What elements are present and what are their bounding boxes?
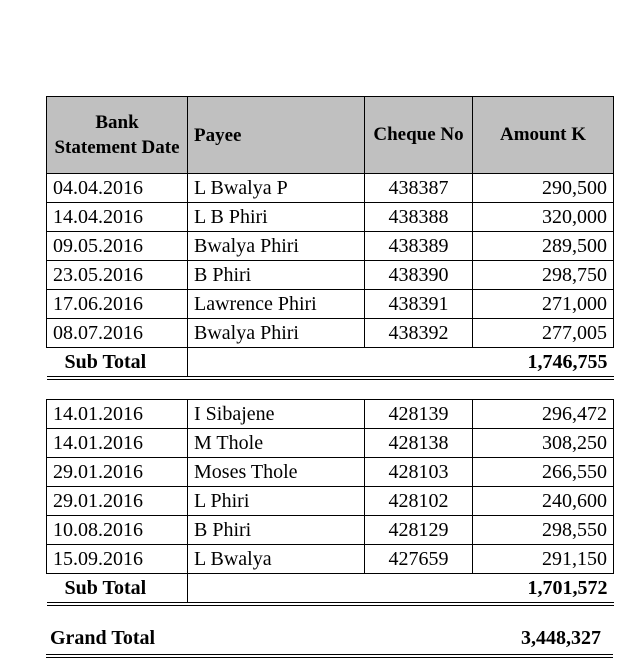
- cell-payee: Bwalya Phiri: [188, 232, 365, 261]
- table-row: [47, 261, 614, 290]
- table-row: [47, 174, 614, 203]
- cell-cheque-no: 428102: [365, 487, 473, 516]
- table-row: [47, 545, 614, 574]
- subtotal-label: Sub Total: [47, 348, 188, 379]
- header-bank-statement-date: Bank Statement Date: [47, 97, 188, 174]
- cell-payee: Bwalya Phiri: [188, 319, 365, 348]
- table-row: [47, 400, 614, 429]
- cell-date: 29.01.2016: [47, 458, 188, 487]
- cell-cheque-no: 438392: [365, 319, 473, 348]
- subtotal-value: 1,701,572: [473, 574, 614, 605]
- subtotal-gap: [188, 348, 473, 379]
- table-row: [47, 487, 614, 516]
- cell-payee: L Phiri: [188, 487, 365, 516]
- cell-date: 29.01.2016: [47, 487, 188, 516]
- cell-date: 14.04.2016: [47, 203, 188, 232]
- cell-cheque-no: 428129: [365, 516, 473, 545]
- cell-amount: 277,005: [473, 319, 614, 348]
- cell-amount: 290,500: [473, 174, 614, 203]
- cell-date: 17.06.2016: [47, 290, 188, 319]
- cheque-table-2: [46, 399, 614, 606]
- cell-payee: L Bwalya: [188, 545, 365, 574]
- cell-cheque-no: 428139: [365, 400, 473, 429]
- table-row: [47, 516, 614, 545]
- cell-amount: 240,600: [473, 487, 614, 516]
- cell-payee: Lawrence Phiri: [188, 290, 365, 319]
- header-payee: Payee: [188, 97, 365, 174]
- cell-date: 14.01.2016: [47, 400, 188, 429]
- cell-payee: I Sibajene: [188, 400, 365, 429]
- header-amount: Amount K: [473, 97, 614, 174]
- cell-amount: 298,750: [473, 261, 614, 290]
- grand-total-label: Grand Total: [50, 627, 156, 649]
- cell-cheque-no: 427659: [365, 545, 473, 574]
- cell-amount: 289,500: [473, 232, 614, 261]
- subtotal-row: [47, 574, 614, 605]
- cell-amount: 266,550: [473, 458, 614, 487]
- cell-amount: 291,150: [473, 545, 614, 574]
- subtotal-row: [47, 348, 614, 379]
- table-row: [47, 232, 614, 261]
- cell-date: 14.01.2016: [47, 429, 188, 458]
- cell-payee: L B Phiri: [188, 203, 365, 232]
- cell-date: 23.05.2016: [47, 261, 188, 290]
- cell-amount: 320,000: [473, 203, 614, 232]
- subtotal-value: 1,746,755: [473, 348, 614, 379]
- grand-total-value: 3,448,327: [521, 627, 601, 649]
- table-row: [47, 203, 614, 232]
- cell-cheque-no: 438390: [365, 261, 473, 290]
- cell-payee: M Thole: [188, 429, 365, 458]
- cell-date: 10.08.2016: [47, 516, 188, 545]
- table-row: [47, 319, 614, 348]
- cell-date: 09.05.2016: [47, 232, 188, 261]
- table-row: [47, 290, 614, 319]
- cell-payee: L Bwalya P: [188, 174, 365, 203]
- cell-payee: Moses Thole: [188, 458, 365, 487]
- cell-amount: 298,550: [473, 516, 614, 545]
- cell-payee: B Phiri: [188, 261, 365, 290]
- cell-cheque-no: 438389: [365, 232, 473, 261]
- cell-amount: 296,472: [473, 400, 614, 429]
- header-cheque-no: Cheque No: [365, 97, 473, 174]
- cell-cheque-no: 438391: [365, 290, 473, 319]
- cell-payee: B Phiri: [188, 516, 365, 545]
- cell-date: 04.04.2016: [47, 174, 188, 203]
- cell-date: 15.09.2016: [47, 545, 188, 574]
- cell-cheque-no: 438388: [365, 203, 473, 232]
- table-row: [47, 429, 614, 458]
- cell-cheque-no: 428103: [365, 458, 473, 487]
- cell-amount: 271,000: [473, 290, 614, 319]
- table-row: [47, 458, 614, 487]
- cell-cheque-no: 438387: [365, 174, 473, 203]
- cell-date: 08.07.2016: [47, 319, 188, 348]
- cell-cheque-no: 428138: [365, 429, 473, 458]
- cheque-table-1: [46, 96, 614, 380]
- subtotal-gap: [188, 574, 473, 605]
- subtotal-label: Sub Total: [47, 574, 188, 605]
- grand-total-row: [46, 622, 613, 658]
- cell-amount: 308,250: [473, 429, 614, 458]
